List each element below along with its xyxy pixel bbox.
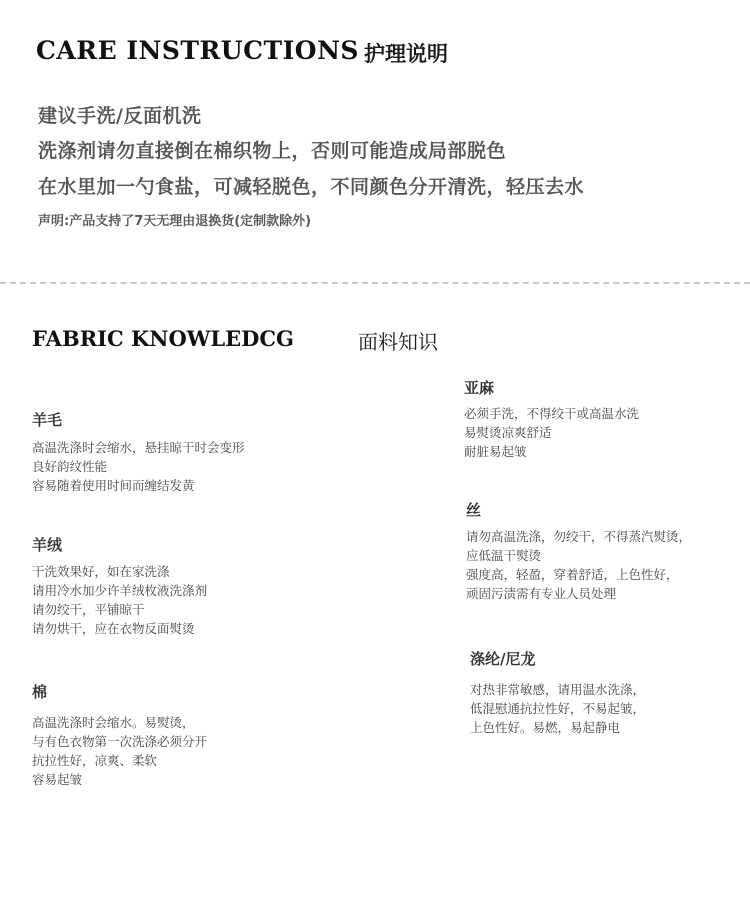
fabric-description-line: 请勿高温洗涤，勿绞干，不得蒸汽熨烫， (466, 529, 692, 544)
fabric-cashmere-description (32, 562, 207, 638)
fabric-description-line: 与有色衣物第一次洗涤必须分开 (32, 734, 208, 749)
fabric-description-line: 低混慰通抗拉性好，不易起皱， (470, 701, 646, 716)
care-instruction-line: 洗涤剂请勿直接倒在棉织物上，否则可能造成局部脱色 (38, 140, 507, 162)
care-instructions-title-cn: 护理说明 (364, 42, 448, 66)
fabric-wool-heading: 羊毛 (32, 411, 63, 429)
fabric-description-line: 抗拉性好，凉爽、柔软 (32, 753, 158, 768)
fabric-description-line: 易熨烫凉爽舒适 (464, 425, 552, 440)
fabric-description-line: 耐脏易起皱 (464, 444, 527, 459)
fabric-knowledge-title-cn: 面料知识 (358, 330, 438, 354)
fabric-description-line: 高温洗涤时会缩水，悬挂晾干时会变形 (32, 440, 245, 455)
fabric-description-line: 请用冷水加少许羊绒枚液洗涤剂 (32, 583, 208, 598)
fabric-description-line: 请勿绞干，平铺晾干 (32, 602, 145, 617)
fabric-description-line: 容易随着使用时间而缠结发黄 (32, 478, 195, 493)
fabric-description-line: 强度高，轻盈，穿着舒适，上色性好， (466, 567, 679, 582)
fabric-silk-heading: 丝 (466, 501, 482, 519)
return-policy-note: 声明:产品支持了7天无理由退换货(定制款除外) (38, 214, 312, 229)
fabric-knowledge-title: FABRIC KNOWLEDCG (32, 326, 294, 351)
fabric-silk-description (466, 527, 691, 603)
fabric-cotton-description (32, 713, 207, 789)
fabric-description-line: 高温洗涤时会缩水。易熨烫， (32, 715, 195, 730)
dashed-divider (0, 282, 750, 284)
fabric-description-line: 干洗效果好，如在家洗涤 (32, 564, 170, 579)
fabric-description-line: 应低温干熨烫 (466, 548, 542, 563)
fabric-wool-description (32, 438, 245, 495)
fabric-description-line: 良好韵纹性能 (32, 459, 108, 474)
fabric-description-line: 必须手洗，不得绞干或高温水洗 (464, 406, 640, 421)
fabric-description-line: 顽固污渍需有专业人员处理 (466, 586, 617, 601)
fabric-description-line: 容易起皱 (32, 772, 83, 787)
fabric-linen-heading: 亚麻 (464, 379, 495, 397)
fabric-polyester-nylon-heading: 涤纶/尼龙 (470, 650, 536, 668)
fabric-cashmere-heading: 羊绒 (32, 536, 63, 554)
fabric-description-line: 请勿烘干，应在衣物反面熨烫 (32, 621, 195, 636)
fabric-polyester-nylon-description (470, 680, 645, 737)
fabric-description-line: 上色性好。易燃，易起静电 (470, 720, 621, 735)
care-instruction-line: 建议手洗/反面机洗 (38, 105, 202, 127)
care-instruction-line: 在水里加一勺食盐，可减轻脱色，不同颜色分开清洗，轻压去水 (38, 176, 585, 198)
fabric-description-line: 对热非常敏感，请用温水洗涤， (470, 682, 646, 697)
fabric-linen-description (464, 404, 639, 461)
fabric-cotton-heading: 棉 (32, 683, 48, 701)
care-instructions-title: CARE INSTRUCTIONS (36, 36, 359, 65)
